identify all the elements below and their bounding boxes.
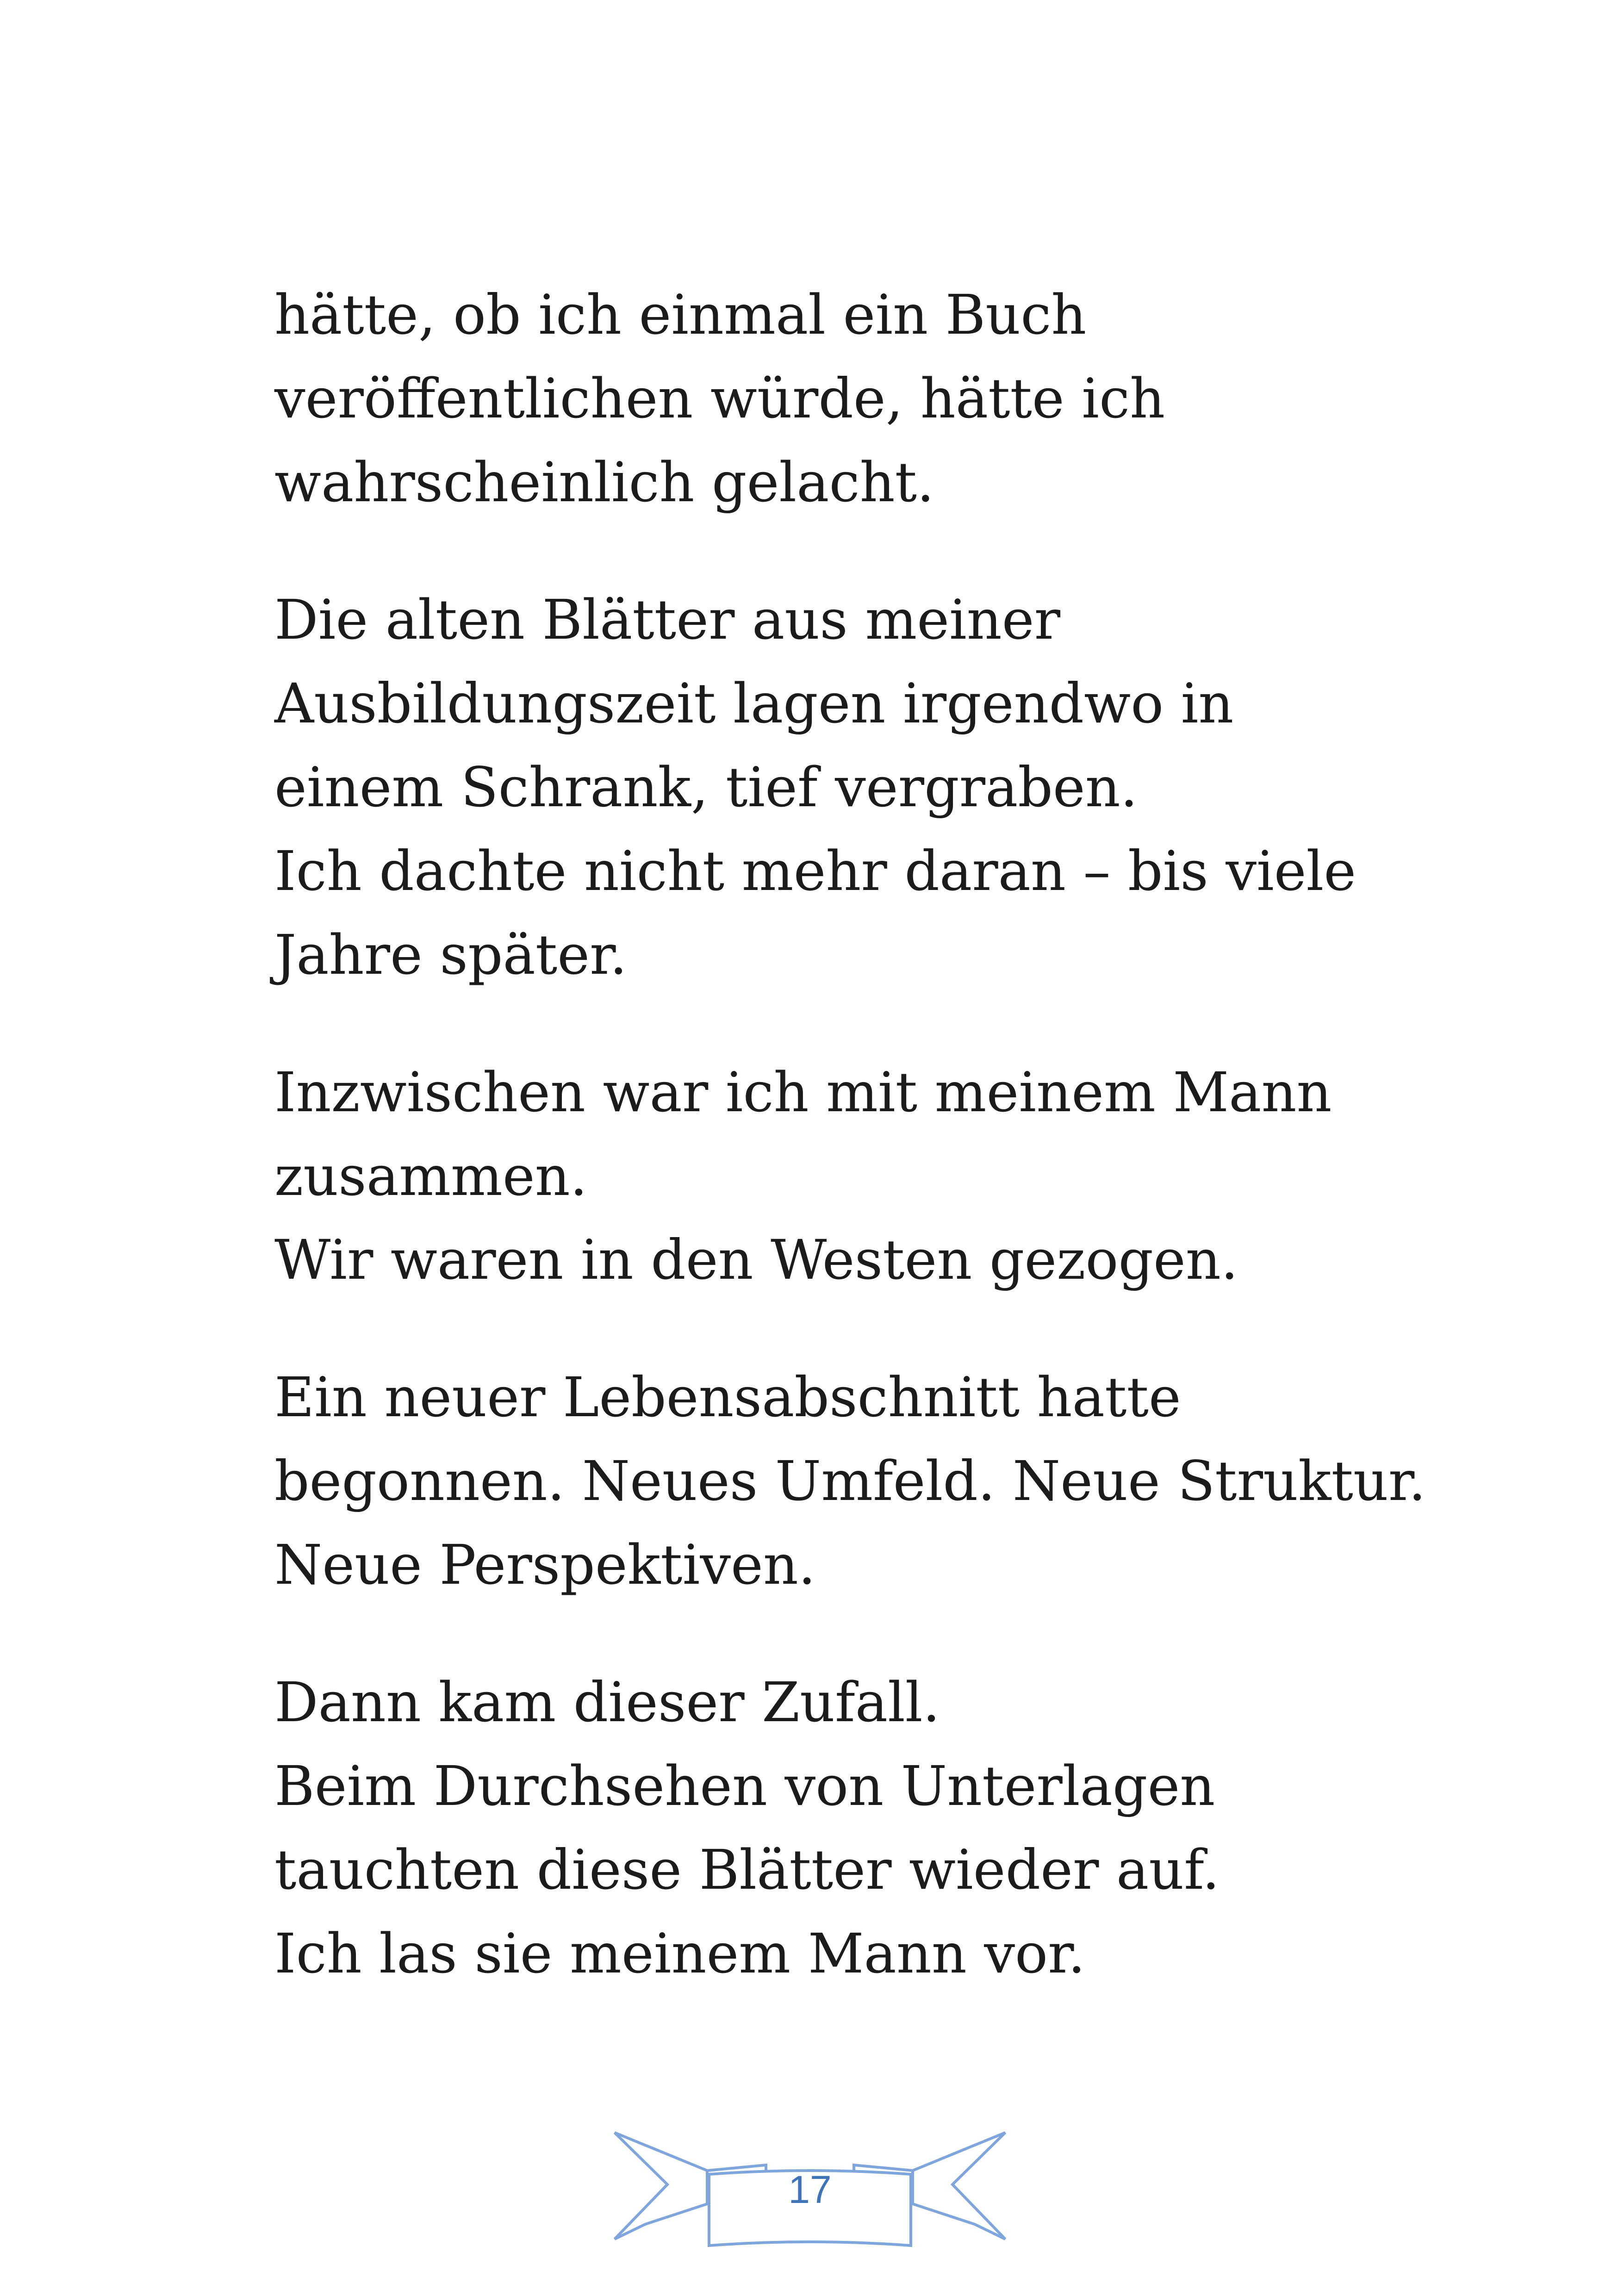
text-line: Neue Perspektiven.: [274, 1533, 816, 1597]
text-line: Beim Durchsehen von Unterlagen: [274, 1754, 1215, 1818]
text-line: Dann kam dieser Zufall.: [274, 1670, 940, 1734]
page-number: 17: [788, 2168, 832, 2211]
text-line: Ausbildungszeit lagen irgendwo in: [274, 672, 1234, 735]
text-line: Inzwischen war ich mit meinem Mann: [274, 1060, 1332, 1124]
body-text: [274, 273, 1426, 2049]
text-line: begonnen. Neues Umfeld. Neue Struktur.: [274, 1449, 1426, 1513]
paragraph-4: [274, 1356, 1426, 1607]
paragraph-1: [274, 273, 1394, 524]
text-line: zusammen.: [274, 1144, 588, 1208]
paragraph-5: [274, 1661, 1394, 1996]
text-line: veröffentlichen würde, hätte ich: [274, 367, 1165, 430]
text-line: Ein neuer Lebensabschnitt hatte: [274, 1365, 1181, 1429]
text-line: Ich las sie meinem Mann vor.: [274, 1922, 1086, 1985]
text-line: Ich dachte nicht mehr daran – bis viele: [274, 839, 1357, 903]
text-line: Die alten Blätter aus meiner: [274, 588, 1061, 652]
text-line: hätte, ob ich einmal ein Buch: [274, 283, 1087, 347]
paragraph-2: [274, 578, 1394, 997]
page-number-ribbon: [611, 2115, 1009, 2254]
text-line: einem Schrank, tief vergraben.: [274, 755, 1138, 819]
text-line: Jahre später.: [274, 923, 628, 987]
text-line: wahrscheinlich gelacht.: [274, 450, 934, 514]
paragraph-3: [274, 1051, 1394, 1302]
text-line: Wir waren in den Westen gezogen.: [274, 1228, 1238, 1292]
text-line: tauchten diese Blätter wieder auf.: [274, 1838, 1220, 1902]
